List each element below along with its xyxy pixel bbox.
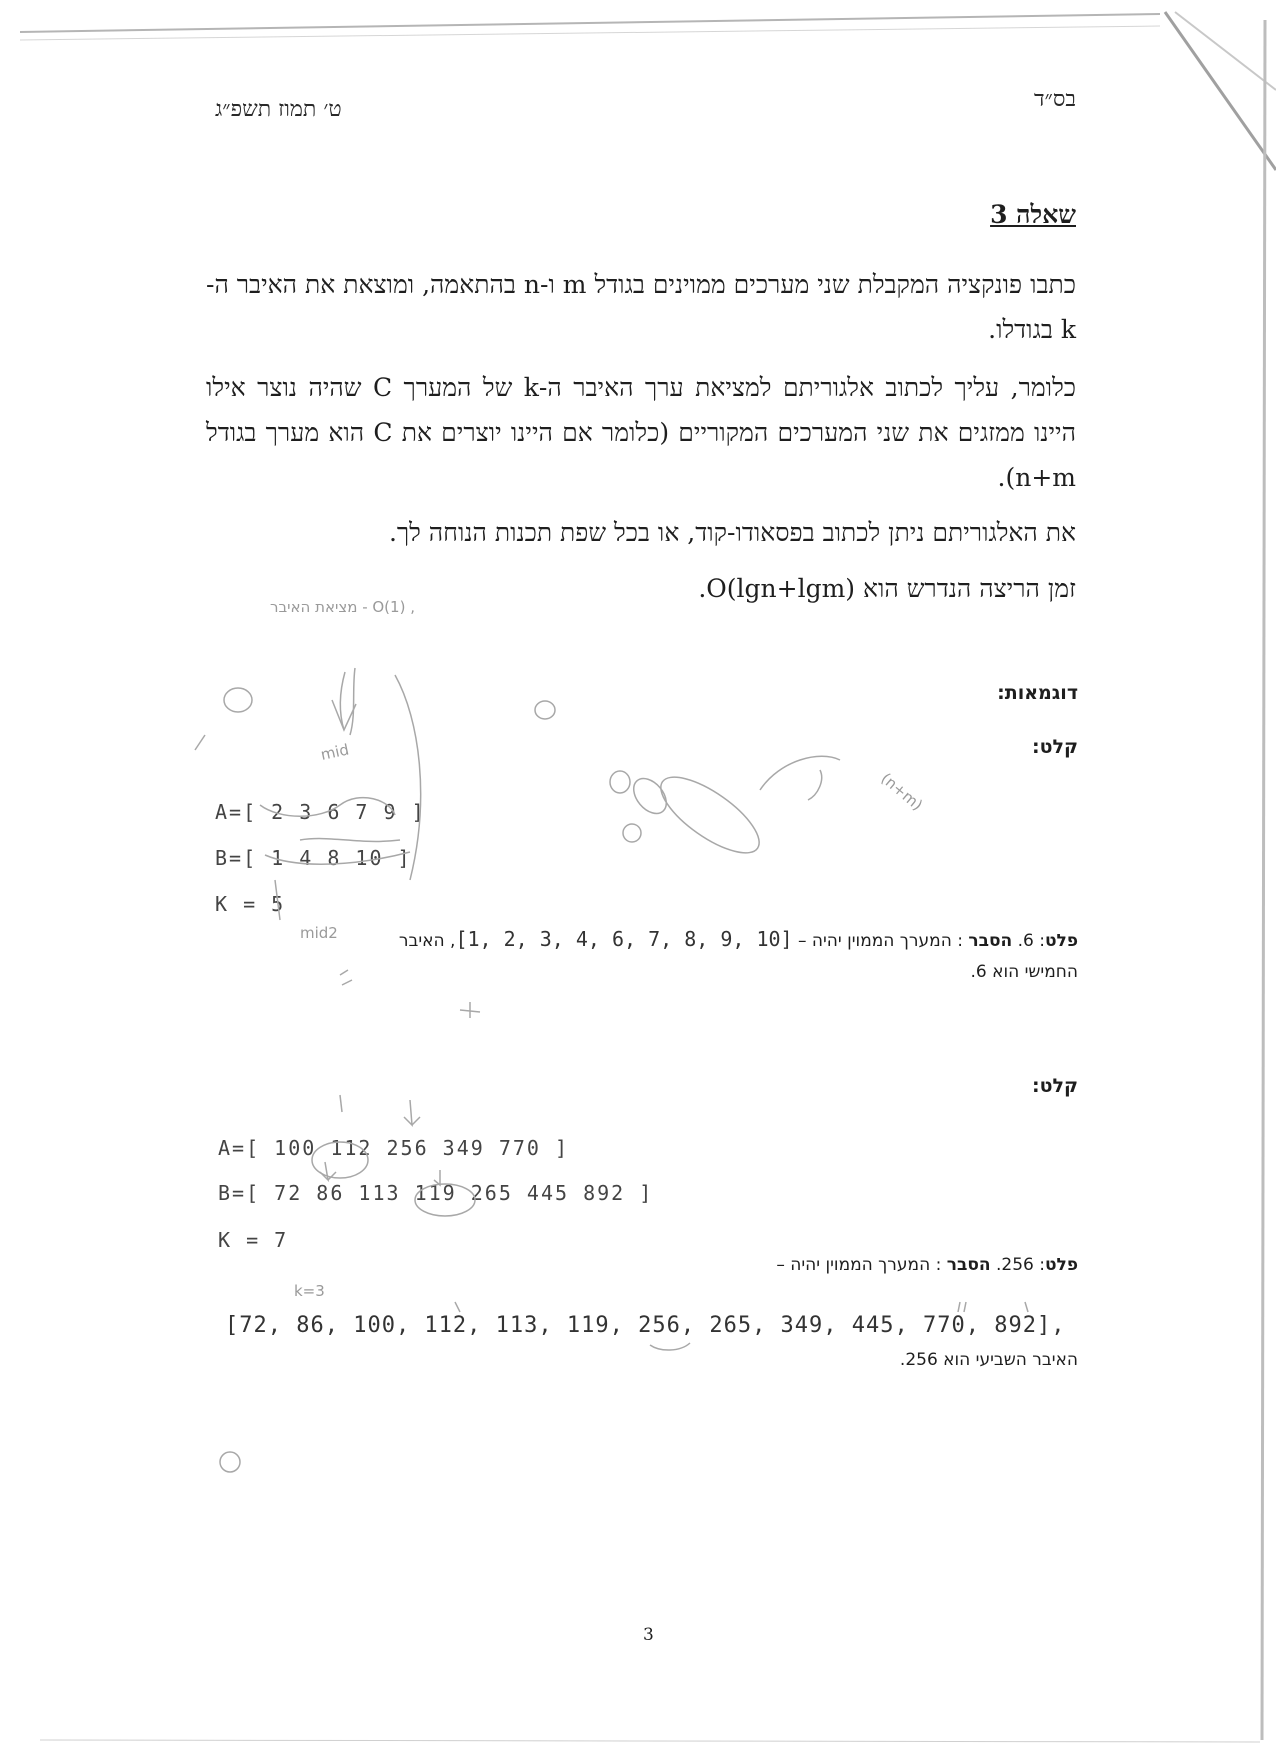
example1-array-b: B=[ 1 4 8 10 ] <box>215 846 412 870</box>
example2-k-value: K = 7 <box>218 1228 289 1252</box>
example1-output-line: פלט: 6. הסבר : המערך הממוין יהיה – [1, 2, 3, 4, 6, 7, 8, 9, 10], האיבר <box>398 927 1078 951</box>
handwritten-note-nm: (n+m) <box>877 769 927 815</box>
example2-output-line: פלט: 256. הסבר : המערך הממוין יהיה – <box>776 1255 1078 1275</box>
example2-array-b: B=[ 72 86 113 119 265 445 892 ] <box>218 1181 654 1205</box>
example1-output-label: פלט <box>1044 931 1078 951</box>
example1-explanation-label: הסבר <box>968 931 1013 951</box>
handwritten-note-k3: k=3 <box>294 1282 325 1300</box>
example2-array-a: A=[ 100 112 256 349 770 ] <box>218 1136 570 1160</box>
example1-array-a: A=[ 2 3 6 7 9 ] <box>215 800 426 824</box>
question-title: שאלה 3 <box>990 200 1076 229</box>
example2-sorted-array: [72, 86, 100, 112, 113, 119, 256, 265, 349, 445, 770, 892], <box>225 1313 1066 1338</box>
page-number: 3 <box>643 1625 654 1645</box>
example1-output-value: 6. <box>1017 931 1034 951</box>
example1-sorted-array: [1, 2, 3, 4, 6, 7, 8, 9, 10] <box>455 927 793 951</box>
example1-tail: , האיבר <box>398 931 456 951</box>
handwritten-note-mid: mid <box>319 740 351 764</box>
example1-output-line2: החמישי הוא 6. <box>970 962 1078 982</box>
example2-output-label: פלט <box>1044 1255 1078 1275</box>
example2-output-value: 256. <box>995 1255 1034 1275</box>
example2-output-line3: האיבר השביעי הוא 256. <box>899 1350 1078 1370</box>
examples-title: דוגמאות: <box>997 682 1078 704</box>
example2-explanation-text: : המערך הממוין יהיה – <box>776 1255 942 1275</box>
example1-explanation-text: : המערך הממוין יהיה – <box>798 931 963 951</box>
header-right-text: בס״ד <box>1033 87 1076 112</box>
question-paragraph-2: כלומר, עליך לכתוב אלגוריתם למציאת ערך האיבר ה-k של המערך C שהיה נוצר אילו היינו ממזגים את שני המערכים המקוריים (כלומר אם היינו יוצרים את C הוא מערך בגודל n+m). <box>206 373 1076 492</box>
question-paragraph-1: כתבו פונקציה המקבלת שני מערכים ממוינים בגודל m ו-n בהתאמה, ומוצאת את האיבר ה-k בגודלו. <box>206 270 1076 344</box>
question-paragraph-4: זמן הריצה הנדרש הוא O(lgn+lgm). <box>698 574 1076 603</box>
header-date: ט׳ תמוז תשפ״ג <box>215 97 342 122</box>
handwritten-note-1: מציאת האיבר - O(1) , <box>270 598 415 616</box>
question-paragraph-3: את האלגוריתם ניתן לכתוב בפסאודו-קוד, או בכל שפת תכנות הנוחה לך. <box>388 518 1076 547</box>
example2-explanation-label: הסבר <box>946 1255 991 1275</box>
handwritten-note-mid2: mid2 <box>300 924 338 942</box>
example1-k-value: K = 5 <box>215 892 286 916</box>
example1-input-label: קלט: <box>1032 736 1078 758</box>
example2-input-label: קלט: <box>1032 1075 1078 1097</box>
